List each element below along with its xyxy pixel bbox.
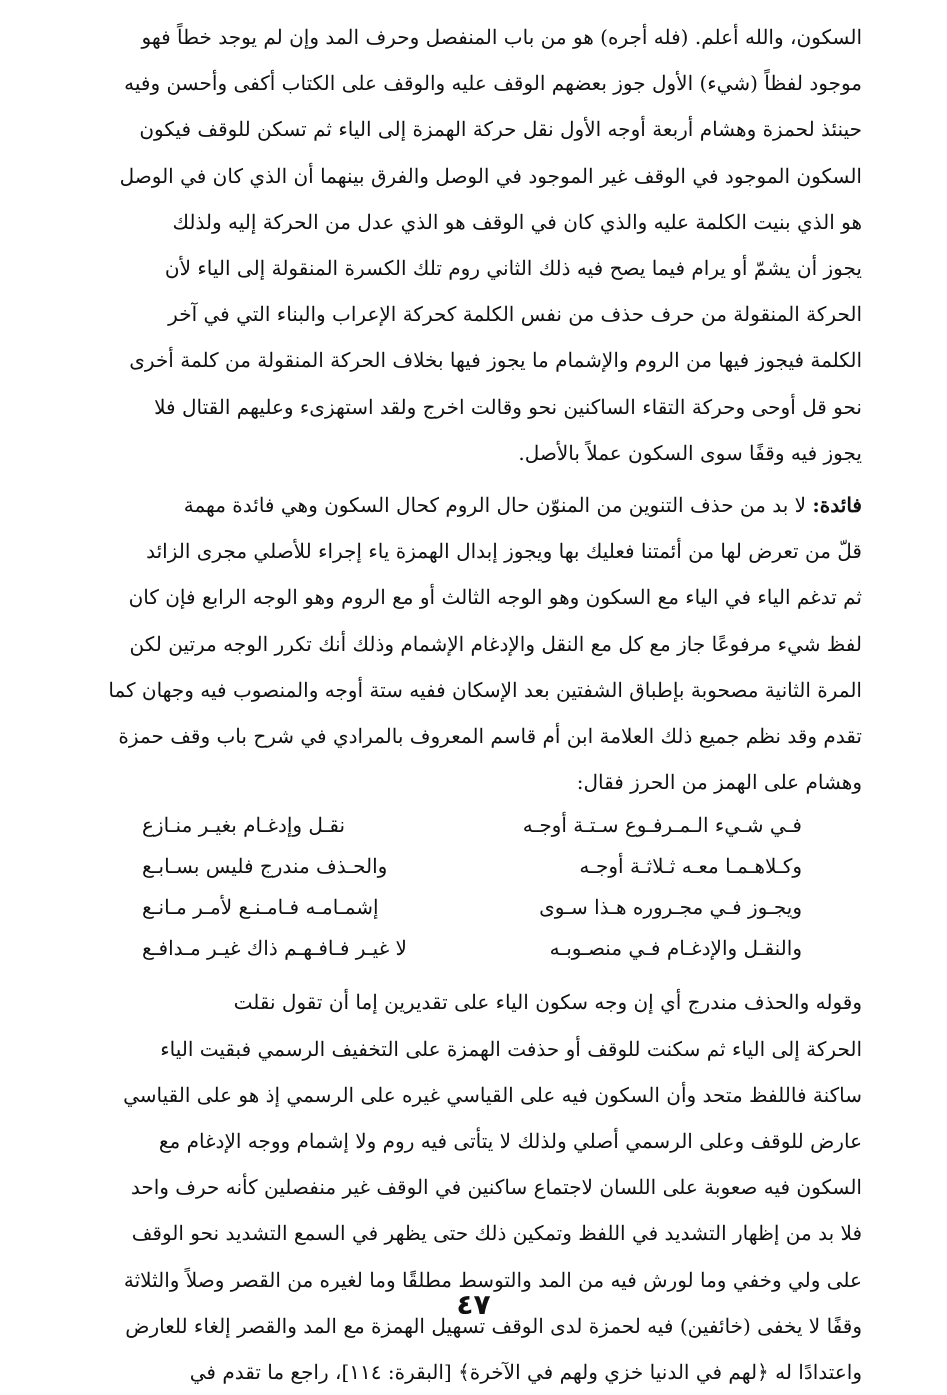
page-number: ٤٧	[456, 1288, 491, 1321]
text-line: موجود لفظاً (شيء) الأول جوز بعضهم الوقف عليه والوقف على الكتاب أكفى وأحسن وفيه	[124, 71, 862, 96]
text-line: فلا بد من إظهار التشديد في اللفظ وتمكين ذلك حتى يظهر في السمع التشديد نحو الوقف	[131, 1221, 862, 1246]
text-line: يجوز أن يشمّ أو يرام فيما يصح فيه ذلك الثاني روم تلك الكسرة المنقولة إلى الياء لأن	[164, 256, 862, 281]
text-line: المرة الثانية مصحوبة بإطباق الشفتين بعد الإسكان ففيه ستة أوجه والمنصوب فيه وجهان كما	[108, 677, 862, 702]
text-line: لفظ شيء مرفوعًا جاز مع كل مع النقل والإدغام الإشمام وذلك أنك تكرر الوجه مرتين لكن	[129, 631, 862, 656]
poem-verse	[142, 887, 802, 928]
text-line: الحركة المنقولة من حرف حذف من نفس الكلمة كحركة الإعراب والبناء التي في آخر	[168, 302, 862, 327]
text-line: قلّ من تعرض لها من أئمتنا فعليك بها ويجوز إبدال الهمزة ياء إجراء للأصلي مجرى الزائد	[146, 539, 862, 564]
text-line: عارض للوقف وعلى الرسمي أصلي ولذلك لا يتأتى فيه روم ولا إشمام ووجه الإدغام مع	[158, 1129, 862, 1154]
text-line: وقفًا لا يخفى (خائفين) فيه لحمزة لدى الوقف تسهيل الهمزة مع المد والقصر إلغاء للعارض	[125, 1313, 862, 1338]
page-body	[82, 14, 862, 1395]
text-line: الكلمة فيجوز فيها من الروم والإشمام ما يجوز فيها بخلاف الحركة المنقولة من كلمة أخرى	[129, 348, 862, 373]
paragraph-1	[82, 14, 862, 476]
text-line: ثم تدغم الياء في الياء مع السكون وهو الوجه الثالث أو مع الروم وهو الوجه الرابع فإن كان	[128, 585, 862, 610]
paragraph-2	[82, 482, 862, 805]
paragraph-3	[82, 979, 862, 1395]
verse-second-hemistich: والحـذف مندرج فليس بسـابـع	[142, 854, 388, 879]
text-line	[82, 482, 862, 528]
verse-first-hemistich: ويجـوز فـي مجـروره هـذا سـوى	[539, 895, 802, 920]
poem-verse	[142, 805, 802, 846]
verse-second-hemistich: نقـل وإدغـام بغيـر منـازع	[142, 813, 346, 838]
text-line: واعتدادًا له ﴿لهم في الدنيا خزي ولهم في الآخرة﴾ [البقرة: ١١٤]، راجع ما تقدم في	[189, 1360, 862, 1385]
text-line: نحو قل أوحى وحركة التقاء الساكنين نحو وقالت اخرج ولقد استهزىء وعليهم القتال فلا	[154, 394, 862, 419]
text-line: الحركة إلى الياء ثم سكنت للوقف أو حذفت الهمزة على التخفيف الرسمي فبقيت الياء	[160, 1036, 862, 1061]
benefit-first-line: لا بد من حذف التنوين من المنوّن حال الروم كحال السكون وهي فائدة مهمة	[183, 493, 807, 518]
poem-verse	[142, 928, 802, 969]
text-line: ساكنة فاللفظ متحد وأن السكون فيه على القياسي غيره على الرسمي إذ هو على القياسي	[123, 1082, 862, 1107]
text-line: حينئذ لحمزة وهشام أربعة أوجه الأول نقل حركة الهمزة إلى الياء ثم تسكن للوقف فيكون	[139, 117, 862, 142]
poem-verse	[142, 846, 802, 887]
verse-first-hemistich: فـي شـيء الـمـرفـوع سـتـة أوجـه	[522, 813, 802, 838]
verse-second-hemistich: لا غيـر فـافـهـم ذاك غيـر مـدافـع	[142, 936, 407, 961]
text-line: تقدم وقد نظم جميع ذلك العلامة ابن أم قاسم المعروف بالمرادي في شرح باب وقف حمزة	[118, 724, 862, 749]
text-line: هو الذي بنيت الكلمة عليه والذي كان في الوقف هو الذي عدل من الحركة إليه ولذلك	[172, 209, 862, 234]
text-line: يجوز فيه وقفًا سوى السكون عملاً بالأصل.	[518, 440, 862, 465]
verse-second-hemistich: إشمـامـه فـامـنـع لأمـر مـانـع	[142, 895, 379, 920]
text-line: السكون فيه صعوبة على اللسان لاجتماع ساكنين في الوقف غير منفصلين كأنه حرف واحد	[130, 1175, 862, 1200]
text-line: على ولي وخفي وما لورش فيه من المد والتوسط مطلقًا وما لغيره من القصر وصلاً والثلاثة	[123, 1267, 862, 1292]
verse-first-hemistich: والنقـل والإدغـام فـي منصـوبـه	[549, 936, 802, 961]
verse-first-hemistich: وكـلاهـمـا معـه ثـلاثـة أوجـه	[579, 854, 802, 879]
text-line: السكون، والله أعلم. (فله أجره) هو من باب المنفصل وحرف المد وإن لم يوجد خطاً فهو	[141, 25, 862, 49]
poem	[82, 805, 862, 969]
benefit-label: فائدة:	[812, 493, 862, 518]
text-line: وقوله والحذف مندرج أي إن وجه سكون الياء على تقديرين إما أن تقول نقلت	[233, 990, 862, 1015]
text-line: وهشام على الهمز من الحرز فقال:	[576, 770, 862, 795]
text-line: السكون الموجود في الوقف غير الموجود في الوصل والفرق بينهما أن الذي كان في الوصل	[119, 163, 862, 188]
